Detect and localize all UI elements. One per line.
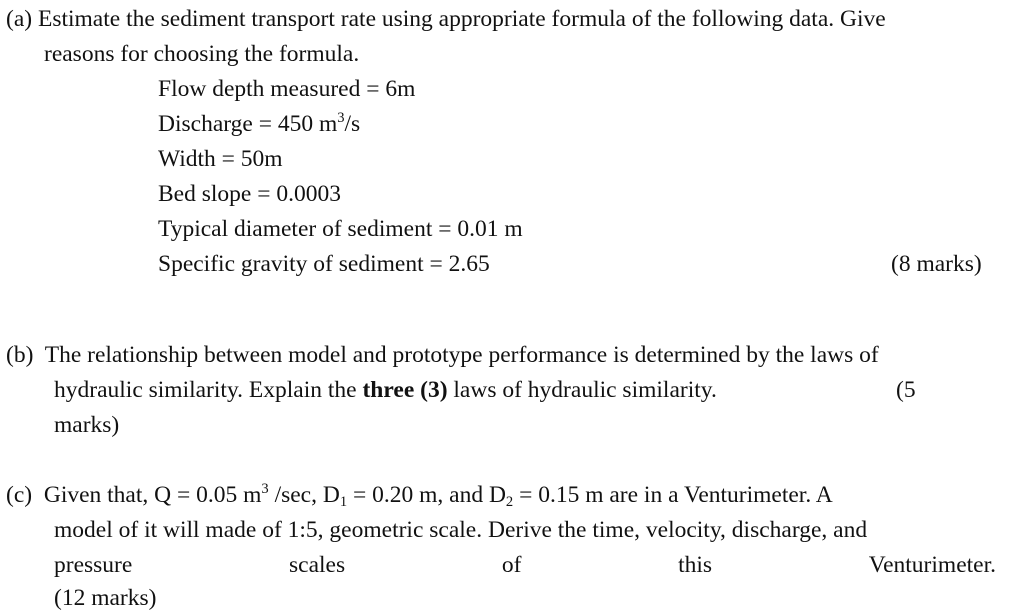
part-b-text-pre: hydraulic similarity. Explain the [54,377,363,403]
flow-depth-item: Flow depth measured = 6m [158,76,416,102]
part-c-word-pressure: pressure [54,552,133,578]
width-item: Width = 50m [158,146,283,172]
part-c-line2: model of it will made of 1:5, geometric scale. Derive the time, velocity, discharge, and [54,517,868,543]
part-a-marks: (8 marks) [891,251,982,277]
part-c-text-d: = 0.15 m are in a Venturimeter. A [513,482,833,508]
part-c-d1-subscript: 1 [339,494,348,511]
part-c-q-exponent: 3 [261,480,269,497]
part-c-text-c: = 0.20 m, and D [347,482,506,508]
part-a-question-line2: reasons for choosing the formula. [44,41,360,67]
discharge-item [158,110,360,138]
part-a-question-text: Estimate the sediment transport rate using appropriate formula of the following data. Give [37,6,886,32]
part-c-word-venturimeter: Venturimeter. [868,552,996,578]
part-c-marks: (12 marks) [54,585,157,611]
sediment-diameter-item: Typical diameter of sediment = 0.01 m [158,216,523,242]
bed-slope-item: Bed slope = 0.0003 [158,181,341,207]
part-b-text-line1: The relationship between model and prototype performance is determined by the laws of [44,342,879,368]
part-b-marks-open: (5 [896,377,916,403]
part-c-word-scales: scales [289,552,346,578]
part-b-label: (b) [6,342,34,368]
discharge-text: Discharge = 450 m [158,111,338,137]
part-c-d2-subscript: 2 [505,494,514,511]
part-b-marks-close: marks) [54,412,120,438]
part-c-label: (c) [6,482,33,508]
part-a-question-line1 [6,5,886,33]
part-b-line1 [6,341,879,369]
part-c-text-a: Given that, Q = 0.05 m [43,482,262,508]
part-c-line3 [54,551,996,579]
part-b-bold-count: three (3) [362,377,448,403]
part-c-word-of: of [501,552,522,578]
discharge-unit: /s [344,111,361,137]
part-b-text-post: laws of hydraulic similarity. [447,377,717,403]
part-c-text-b: /sec, D [268,482,340,508]
part-c-word-this: this [678,552,713,578]
part-a-label: (a) [6,6,33,32]
part-c-line1 [6,481,996,509]
part-b-line2 [54,376,717,404]
discharge-exponent: 3 [337,109,345,126]
specific-gravity-item: Specific gravity of sediment = 2.65 [158,251,490,277]
